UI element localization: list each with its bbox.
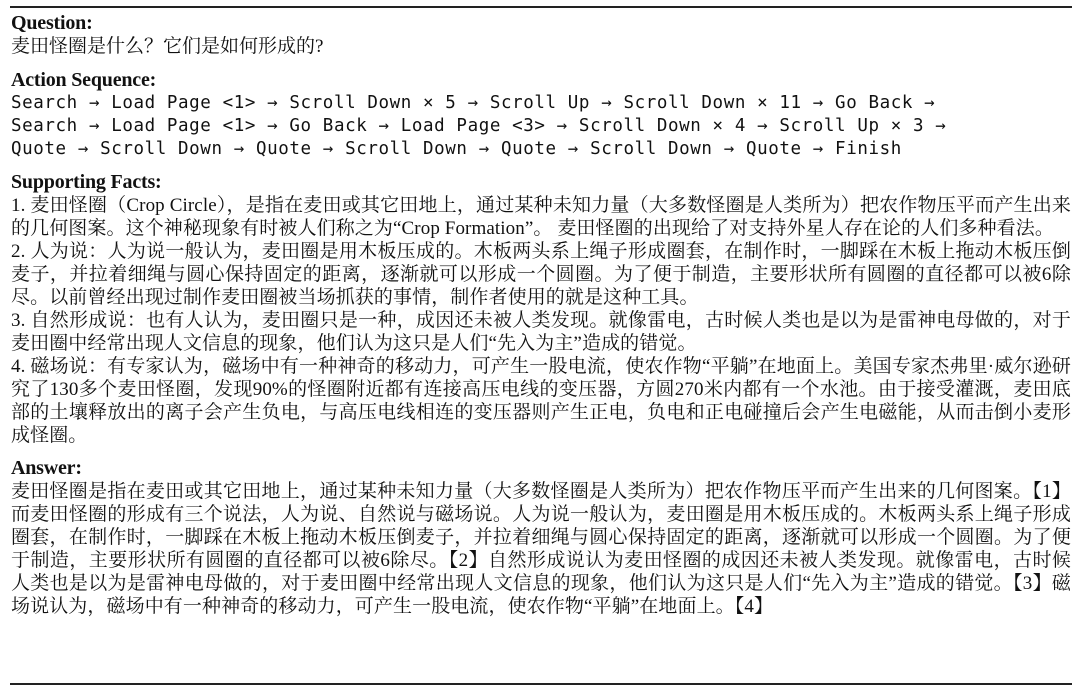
action-sequence-line: Search → Load Page <1> → Scroll Down × 5 → Scroll Up → Scroll Down × 11 → Go Back → — [11, 93, 936, 113]
qa-example-panel — [11, 12, 1071, 618]
action-sequence-heading: Action Sequence: — [11, 69, 157, 91]
action-sequence-line: Search → Load Page <1> → Go Back → Load Page <3> → Scroll Down × 4 → Scroll Up × 3 → — [11, 116, 947, 136]
supporting-fact-item: 2. 人为说：人为说一般认为，麦田圈是用木板压成的。木板两头系上绳子形成圈套，在制作时，一脚踩在木板上拖动木板压倒麦子，并拉着细绳与圆心保持固定的距离，逐渐就可以形成一个圆圈。为了便于制造，主要形状所有圆圈的直径都可以被6除尽。以前曾经出现过制作麦田圈被当场抓获的事情，制作者使用的就是这种工具。 — [11, 241, 1071, 308]
supporting-fact-item: 3. 自然形成说：也有人认为，麦田圈只是一种，成因还未被人类发现。就像雷电，古时候人类也是以为是雷神电母做的，对于麦田圈中经常出现人文信息的现象，他们认为这只是人们“先入为主”造成的错觉。 — [11, 310, 1071, 354]
supporting-fact-item: 4. 磁场说：有专家认为，磁场中有一种神奇的移动力，可产生一股电流，使农作物“平躺”在地面上。美国专家杰弗里·威尔逊研究了130多个麦田怪圈，发现90%的怪圈附近都有连接高压电线的变压器，方圆270米内都有一个水池。由于接受灌溉，麦田底部的土壤释放出的离子会产生负电，与高压电线相连的变压器则产生正电，负电和正电碰撞后会产生电磁能，从而击倒小麦形成怪圈。 — [11, 356, 1071, 446]
question-heading: Question: — [11, 12, 93, 34]
question-section — [11, 12, 1071, 59]
answer-body — [11, 480, 1071, 618]
supporting-fact-item: 1. 麦田怪圈（Crop Circle），是指在麦田或其它田地上，通过某种未知力量（大多数怪圈是人类所为）把农作物压平而产生出来的几何图案。这个神秘现象有时被人们称之为“Crop Formation”。 麦田怪圈的出现给了对支持外星人存在论的人们多种看法。 — [11, 195, 1071, 239]
supporting-facts-heading: Supporting Facts: — [11, 171, 162, 193]
answer-heading: Answer: — [11, 457, 82, 479]
action-sequence-line: Quote → Scroll Down → Quote → Scroll Down → Quote → Scroll Down → Quote → Finish — [11, 139, 902, 159]
top-rule — [10, 6, 1072, 8]
answer-text: 麦田怪圈是指在麦田或其它田地上，通过某种未知力量（大多数怪圈是人类所为）把农作物压平而产生出来的几何图案。【1】而麦田怪圈的形成有三个说法，人为说、自然说与磁场说。人为说一般认为，麦田圈是用木板压成的。木板两头系上绳子形成圈套，在制作时，一脚踩在木板上拖动木板压倒麦子，并拉着细绳与圆心保持固定的距离，逐渐就可以形成一个圆圈。为了便于制造，主要形状所有圆圈的直径都可以被6除尽。【2】自然形成说认为麦田怪圈的成因还未被人类发现。就像雷电，古时候人类也是以为是雷神电母做的，对于麦田圈中经常出现人文信息的现象，他们认为这只是人们“先入为主”造成的错觉。【3】磁场说认为，磁场中有一种神奇的移动力，可产生一股电流，使农作物“平躺”在地面上。【4】 — [11, 481, 1071, 617]
question-text: 麦田怪圈是什么？它们是如何形成的? — [11, 36, 324, 57]
supporting-facts-list — [11, 194, 1071, 447]
action-sequence-section — [11, 69, 1071, 161]
bottom-rule — [10, 683, 1072, 685]
answer-section — [11, 457, 1071, 618]
supporting-facts-section — [11, 171, 1071, 447]
action-sequence-list — [11, 92, 1071, 161]
